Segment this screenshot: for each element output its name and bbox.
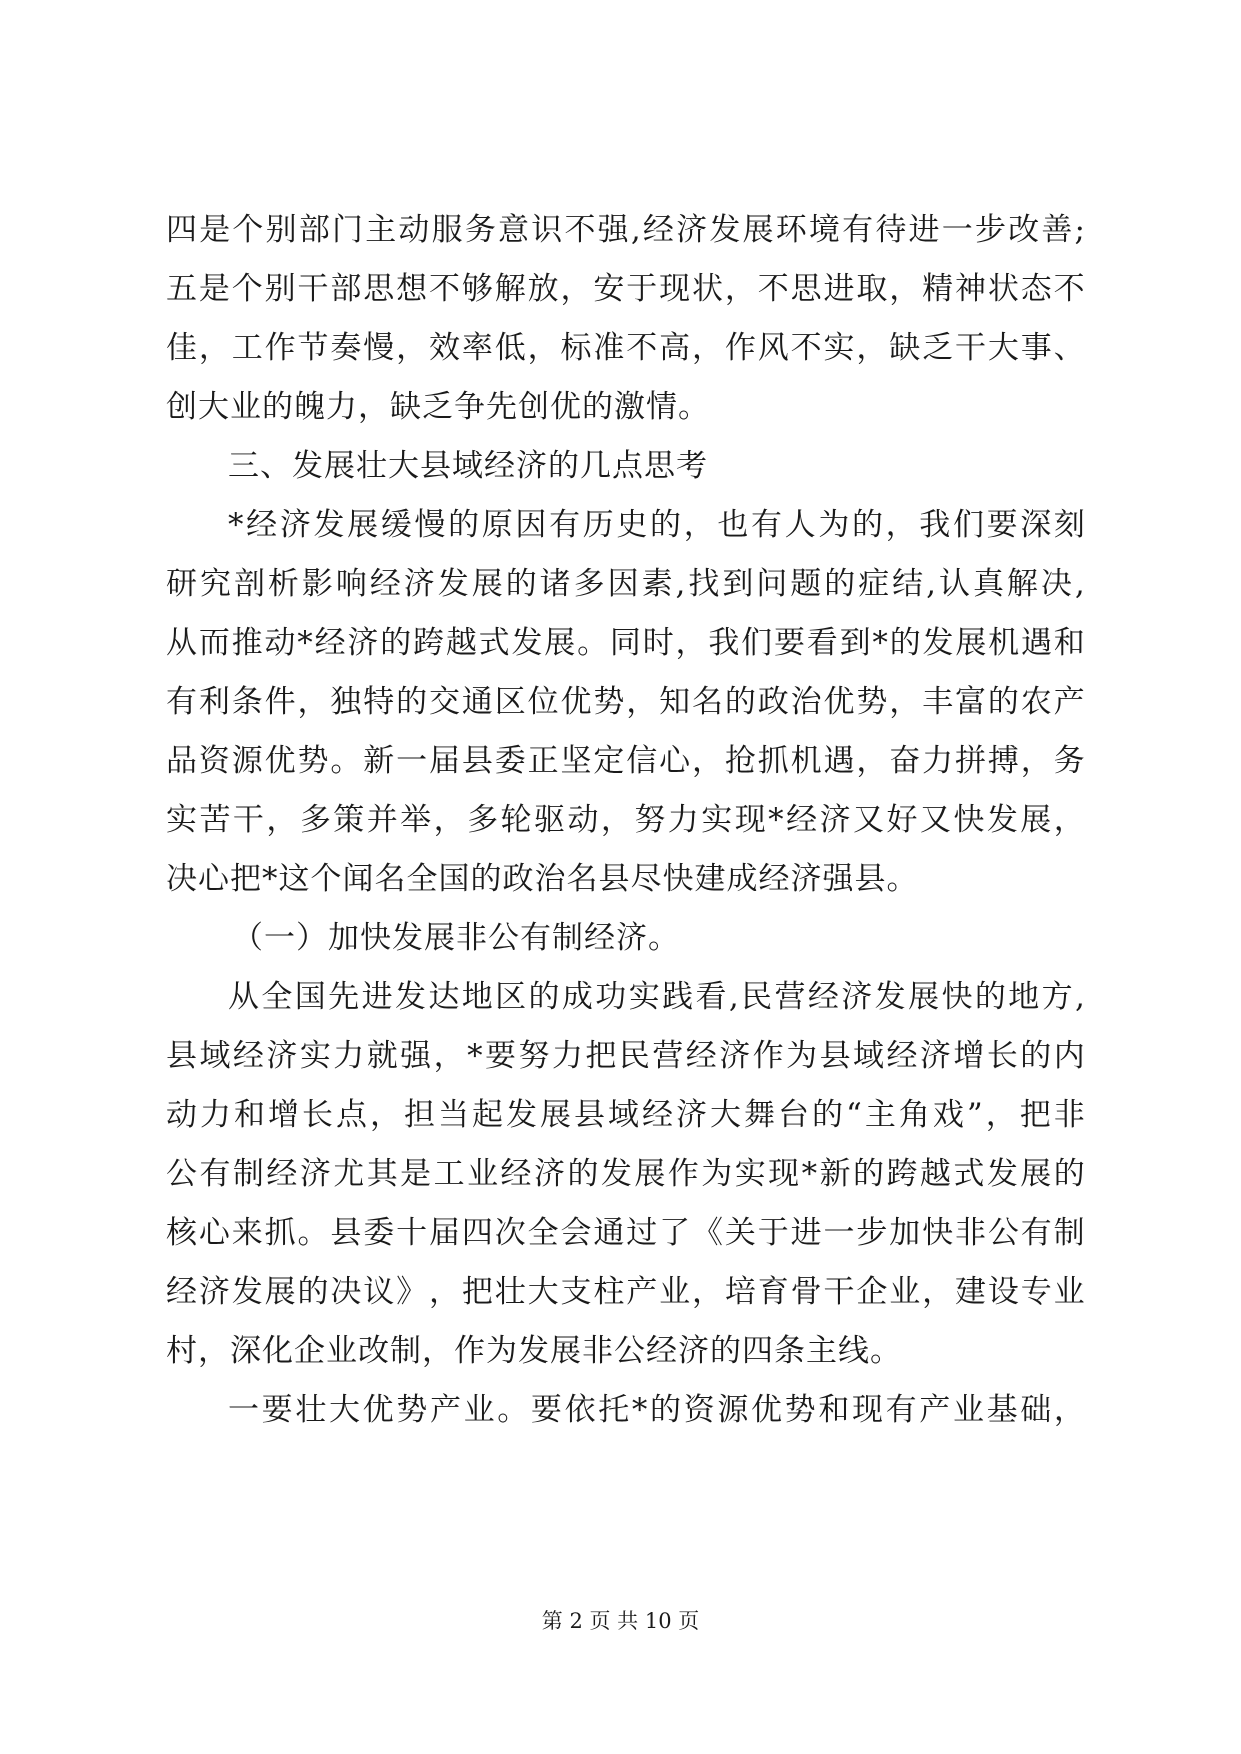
text-line: 一 要 壮 大 优 势 产 业 。 要 依 托 * 的 资 源 优 势 和 现 有 产 业 基 础 ， xyxy=(228,1392,1086,1428)
text-line: 五 是 个 别 干 部 思 想 不 够 解 放 ， 安 于 现 状 ， 不 思 进 取 ， 精 神 状 态 不 xyxy=(166,271,1086,307)
subsection-heading: （一）加快发展非公有制经济。 xyxy=(232,920,680,956)
text-line: 四 是 个 别 部 门 主 动 服 务 意 识 不 强 , 经 济 发 展 环 境 有 待 进 一 步 改 善 ; xyxy=(166,212,1086,248)
text-line: 从 而 推 动 * 经 济 的 跨 越 式 发 展 。 同 时 ， 我 们 要 看 到 * 的 发 展 机 遇 和 xyxy=(166,625,1086,661)
text-line: 县 域 经 济 实 力 就 强 ， * 要 努 力 把 民 营 经 济 作 为 县 域 经 济 增 长 的 内 xyxy=(166,1038,1086,1074)
text-line: 决心把*这个闻名全国的政治名县尽快建成经济强县。 xyxy=(166,861,919,897)
text-line: 公 有 制 经 济 尤 其 是 工 业 经 济 的 发 展 作 为 实 现 * 新 的 跨 越 式 发 展 的 xyxy=(166,1156,1086,1192)
text-line: 村，深化企业改制，作为发展非公经济的四条主线。 xyxy=(166,1333,902,1369)
text-line: 核 心 来 抓 。 县 委 十 届 四 次 全 会 通 过 了 《 关 于 进 一 步 加 快 非 公 有 制 xyxy=(166,1215,1086,1251)
text-line: 佳 ， 工 作 节 奏 慢 ， 效 率 低 ， 标 准 不 高 ， 作 风 不 实 ， 缺 乏 干 大 事 、 xyxy=(166,330,1086,366)
text-line: 研 究 剖 析 影 响 经 济 发 展 的 诸 多 因 素 , 找 到 问 题 的 症 结 , 认 真 解 决 , xyxy=(166,566,1086,602)
text-line: 动 力 和 增 长 点 ， 担 当 起 发 展 县 域 经 济 大 舞 台 的 “ 主 角 戏 ” ， 把 非 xyxy=(166,1097,1086,1133)
text-line: 从 全 国 先 进 发 达 地 区 的 成 功 实 践 看 , 民 营 经 济 发 展 快 的 地 方 , xyxy=(228,979,1086,1015)
page-number-footer: 第 2 页 共 10 页 xyxy=(541,1609,700,1633)
text-line: 创大业的魄力，缺乏争先创优的激情。 xyxy=(166,389,710,425)
text-line: 实 苦 干 ， 多 策 并 举 ， 多 轮 驱 动 ， 努 力 实 现 * 经 济 又 好 又 快 发 展 ， xyxy=(166,802,1086,838)
text-line: * 经 济 发 展 缓 慢 的 原 因 有 历 史 的 ， 也 有 人 为 的 ， 我 们 要 深 刻 xyxy=(228,507,1086,543)
text-line: 有 利 条 件 ， 独 特 的 交 通 区 位 优 势 ， 知 名 的 政 治 优 势 ， 丰 富 的 农 产 xyxy=(166,684,1086,720)
text-line: 经 济 发 展 的 决 议 》 ， 把 壮 大 支 柱 产 业 ， 培 育 骨 干 企 业 ， 建 设 专 业 xyxy=(166,1274,1086,1310)
text-line: 品 资 源 优 势 。 新 一 届 县 委 正 坚 定 信 心 ， 抢 抓 机 遇 ， 奋 力 拼 搏 ， 务 xyxy=(166,743,1086,779)
section-heading: 三、发展壮大县域经济的几点思考 xyxy=(228,448,708,484)
